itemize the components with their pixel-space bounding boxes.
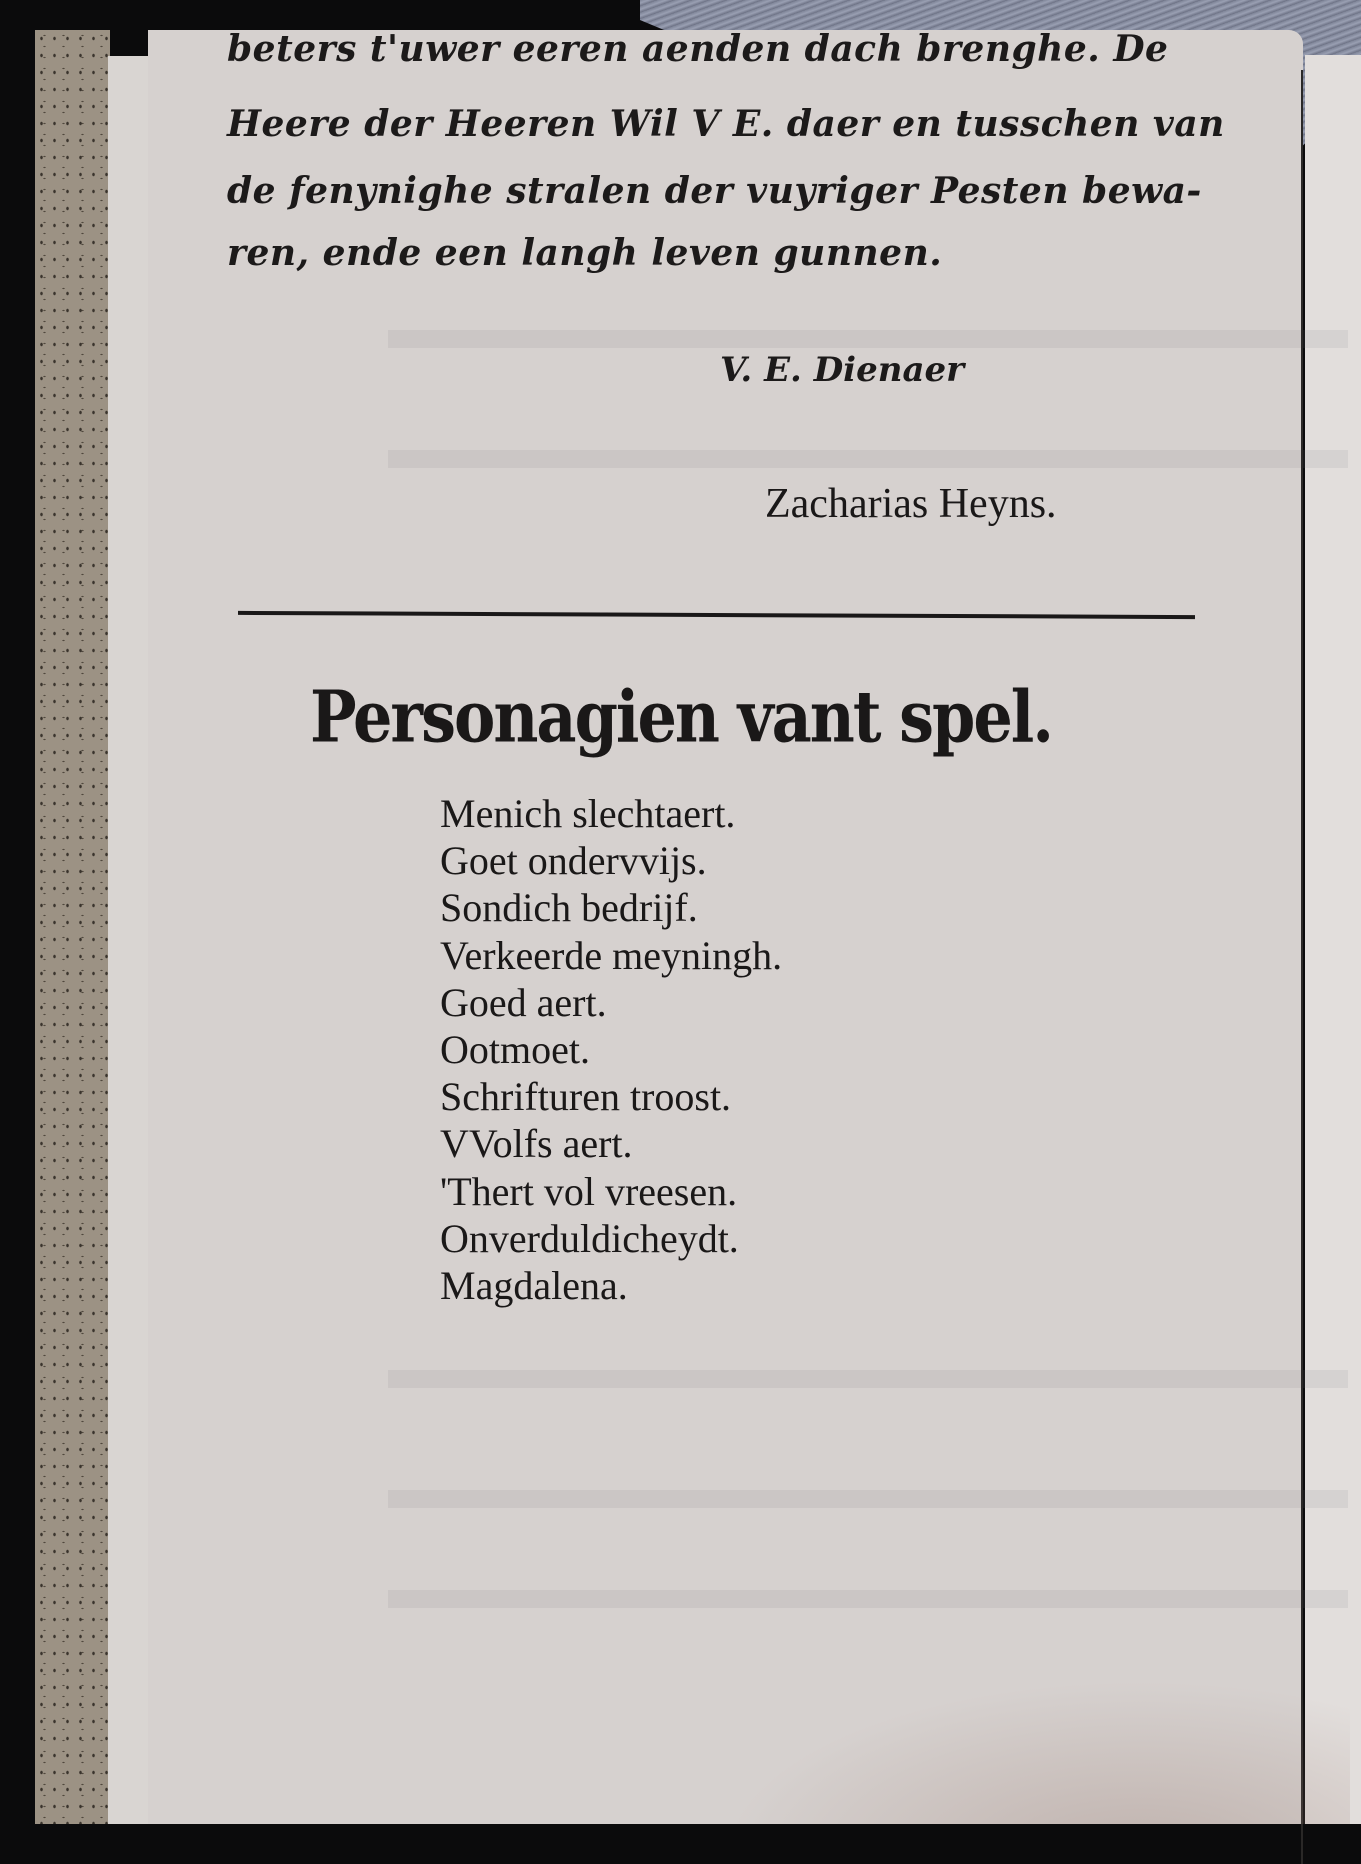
cast-item: Goed aert. [440, 979, 607, 1025]
cast-item: Schrifturen troost. [440, 1074, 732, 1120]
bleed-through [388, 1490, 1348, 1508]
cast-item: 'Thert vol vreesen. [440, 1168, 738, 1214]
cast-item: Verkeerde meyningh. [440, 932, 783, 978]
dedication-line-1: beters t'uwer eeren aenden dach brenghe. De [227, 28, 1169, 70]
cast-item: Ootmoet. [440, 1027, 590, 1073]
page-edge-strip [108, 56, 148, 1824]
dedication-line-2: Heere der Heeren Wil V E. daer en tusschen van [227, 103, 1225, 145]
author-signature: Zacharias Heyns. [765, 481, 1057, 527]
cast-item: Onverduldicheydt. [440, 1215, 739, 1261]
cast-heading: Personagien vant spel. [310, 675, 1052, 759]
cast-list [440, 790, 782, 1309]
dedication-line-4: ren, ende een langh leven gunnen. [227, 232, 943, 274]
cast-item: Menich slechtaert. [440, 791, 736, 836]
closing-servant: V. E. Dienaer [720, 350, 965, 390]
cast-item: Goet ondervvijs. [440, 838, 707, 884]
bleed-through [388, 1590, 1348, 1608]
cast-item: Magdalena. [440, 1263, 628, 1309]
finger-shadow [650, 1650, 1350, 1824]
bleed-through [388, 450, 1348, 468]
dedication-line-3: de fenynighe stralen der vuyriger Pesten bewa- [227, 170, 1202, 212]
book-binding-edge [35, 30, 110, 1824]
adjacent-page [1305, 55, 1361, 1824]
bleed-through [388, 330, 1348, 348]
cast-item: Sondich bedrijf. [440, 885, 698, 931]
cast-item: VVolfs aert. [440, 1121, 633, 1167]
bleed-through [388, 1370, 1348, 1388]
